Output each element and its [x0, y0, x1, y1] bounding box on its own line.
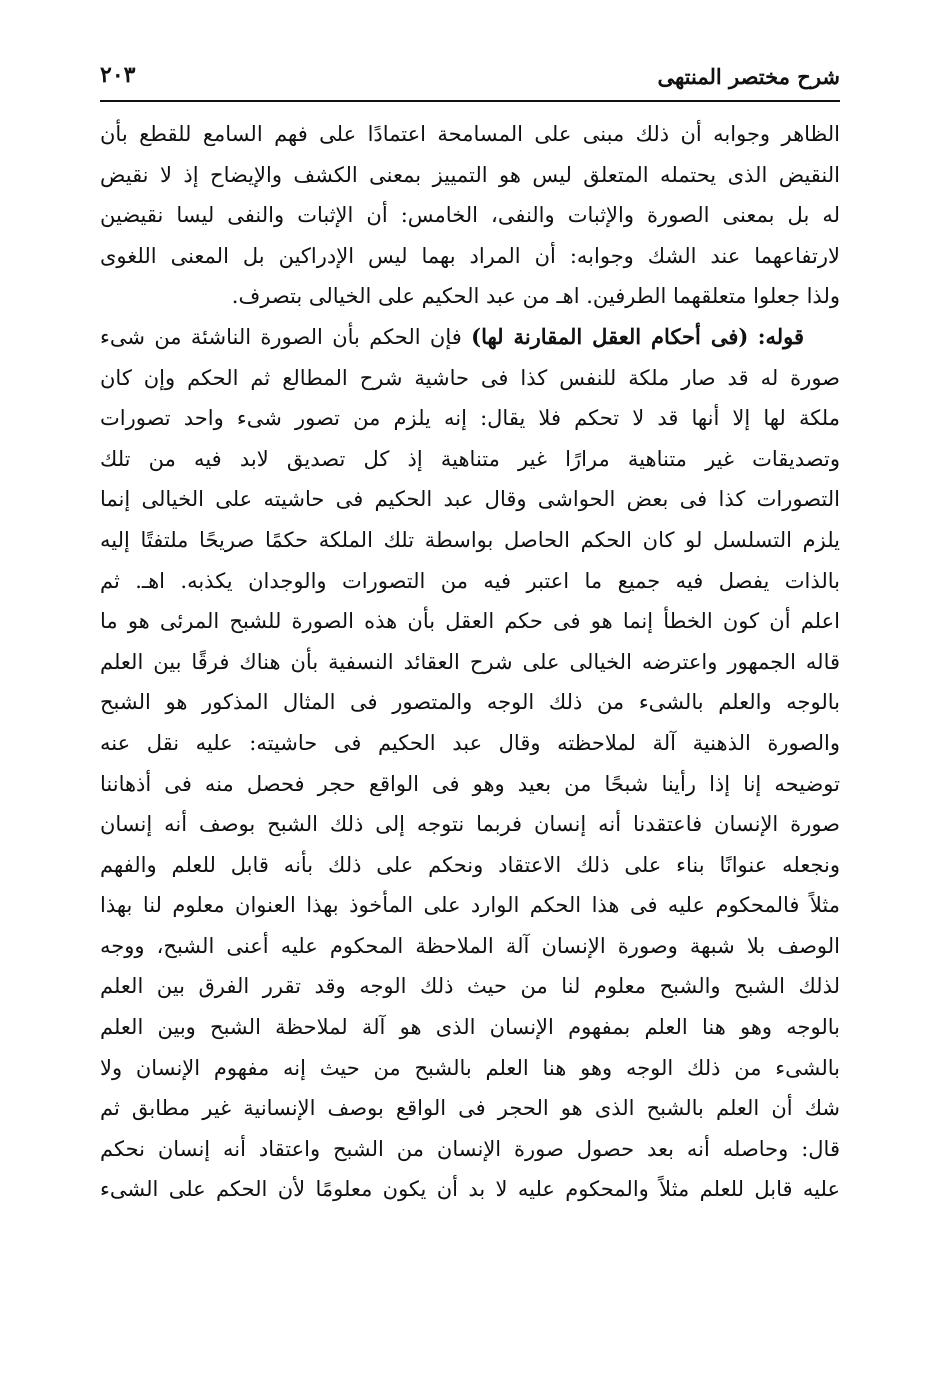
text-line: لذلك الشبح والشبح معلوم لنا من حيث ذلك الوجه وقد تقرر الفرق بين العلم	[100, 974, 840, 999]
text-line: عليه قابل للعلم مثلاً والمحكوم عليه لا بد أن يكون معلومًا لأن الحكم على الشىء	[100, 1177, 840, 1202]
text-line: ولذا جعلوا متعلقهما الطرفين. اهـ من عبد الحكيم على الخيالى بتصرف.	[231, 284, 840, 309]
text-line: بالوجه وهو هنا العلم بمفهوم الإنسان الذى هو آلة لملاحظة الشبح وبين العلم	[100, 1015, 840, 1040]
text-line: صورة الإنسان فاعتقدنا أنه إنسان فربما نتوجه إلى ذلك الشبح بوصف أنه إنسان	[100, 812, 840, 837]
text-line: يلزم التسلسل لو كان الحكم الحاصل بواسطة تلك الملكة حكمًا صريحًا ملتفتًا إليه	[100, 527, 840, 552]
text-line: لارتفاعهما عند الشك وجوابه: أن المراد بهما ليس الإدراكين بل المعنى اللغوى	[100, 243, 840, 268]
paragraph-lead-line	[100, 317, 840, 358]
page-header	[100, 54, 840, 102]
text-line: توضيحه إنا إذا رأينا شبحًا من بعيد وهو فى الواقع حجر فحصل منه فى أذهاننا	[100, 771, 840, 796]
lead-keyword: قوله:	[757, 323, 804, 349]
text-line: بالوجه والعلم بالشىء من ذلك الوجه والمتصور فى المثال المذكور هو الشبح	[100, 690, 840, 715]
page-number: ٢٠٣	[100, 62, 136, 88]
text-line: ملكة لها إلا أنها قد لا تحكم فلا يقال: إنه يلزم من تصور شىء واحد تصورات	[100, 406, 840, 431]
text-line: وتصديقات غير متناهية مرارًا غير متناهية إذ كل تصديق لابد فيه من تلك	[100, 446, 840, 471]
text-line: مثلاً فالمحكوم عليه فى هذا الحكم الوارد على المأخوذ بهذا العنوان معلوم لنا بهذا	[100, 893, 840, 918]
lead-quote: (فى أحكام العقل المقارنة لها)	[471, 323, 749, 349]
text-line: بالشىء من ذلك الوجه وهو هنا العلم بالشبح من حيث إنه مفهوم الإنسان ولا	[100, 1055, 840, 1080]
text-line: قال: وحاصله أنه بعد حصول صورة الإنسان من الشبح واعتقاد أنه إنسان نحكم	[100, 1136, 840, 1161]
running-title: شرح مختصر المنتهى	[657, 64, 840, 89]
text-line: والصورة الذهنية آلة لملاحظته وقال عبد الحكيم فى حاشيته: عليه نقل عنه	[100, 730, 840, 755]
text-line: شك أن العلم بالشبح الذى هو الحجر فى الواقع بوصف الإنسانية غير مطابق ثم	[100, 1096, 840, 1121]
text-line: التصورات كذا فى بعض الحواشى وقال عبد الحكيم فى حاشيته على الخيالى إنما	[100, 487, 840, 512]
text-line: اعلم أن كون الخطأ إنما هو فى حكم العقل بأن هذه الصورة للشبح المرئى هو ما	[100, 609, 840, 634]
text-line: صورة له قد صار ملكة للنفس كذا فى حاشية شرح المطالع ثم الحكم وإن كان	[100, 365, 840, 390]
text-line: الظاهر وجوابه أن ذلك مبنى على المسامحة اعتمادًا على فهم السامع للقطع بأن	[100, 122, 840, 146]
page-body	[100, 114, 840, 1210]
text-line: له بل بمعنى الصورة والإثبات والنفى، الخامس: أن الإثبات والنفى ليسا نقيضين	[100, 203, 840, 228]
text-line: ونجعله عنوانًا بناء على ذلك الاعتقاد ونحكم على ذلك بأنه قابل للعلم والفهم	[100, 852, 840, 877]
text-line: قاله الجمهور واعترضه الخيالى على شرح العقائد النسفية بأن هناك فرقًا بين العلم	[100, 649, 840, 674]
text-line: بالذات يفصل فيه جميع ما اعتبر فيه من التصورات والوجدان يكذبه. اهـ. ثم	[100, 568, 840, 593]
text-line: النقيض الذى يحتمله المتعلق ليس هو التمييز بمعنى الكشف والإيضاح إذ لا نقيض	[100, 162, 840, 187]
text-line: الوصف بلا شبهة وصورة الإنسان آلة الملاحظة المحكوم عليه أعنى الشبح، ووجه	[100, 933, 840, 958]
lead-rest: فإن الحكم بأن الصورة الناشئة من شىء	[100, 324, 462, 349]
